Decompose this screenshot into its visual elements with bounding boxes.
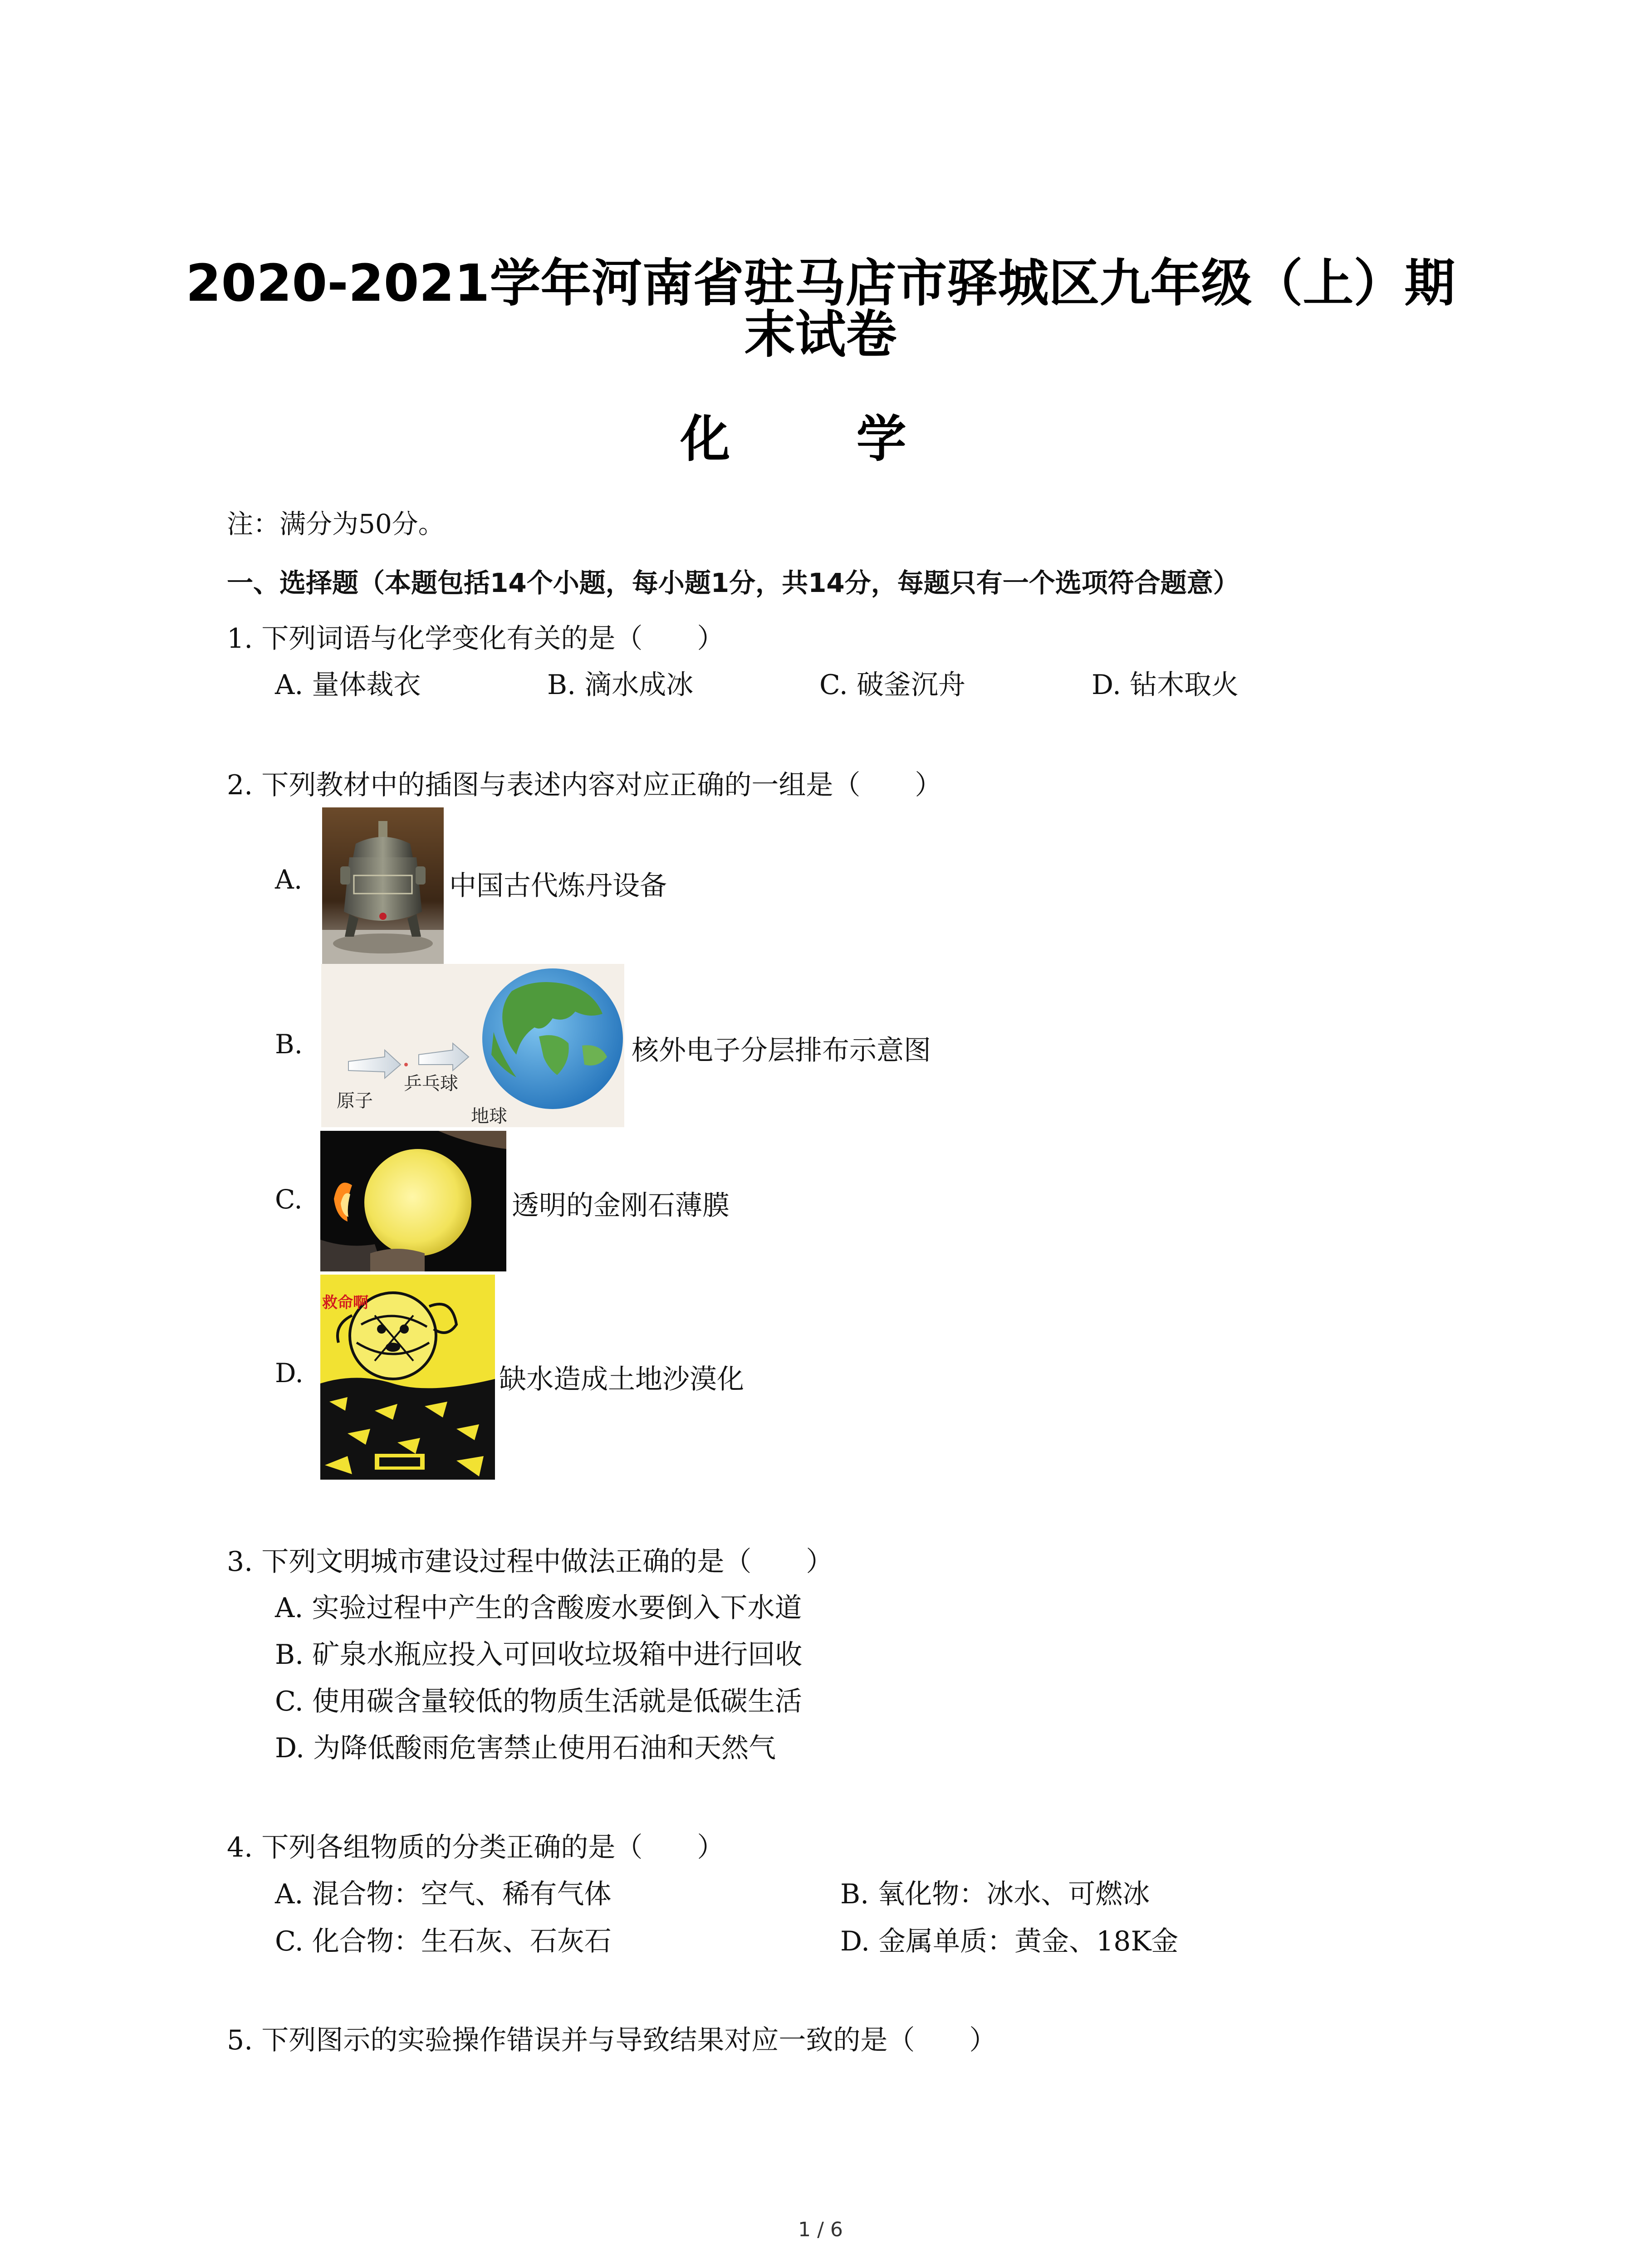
page-number: 1 / 6 bbox=[798, 2218, 843, 2241]
atom-label: 原子 bbox=[337, 1090, 373, 1111]
atom-ball-earth-diagram bbox=[321, 964, 624, 1127]
exam-title-line1: 2020-2021学年河南省驻马店市驿城区九年级（上）期 bbox=[186, 254, 1455, 313]
desertification-cartoon bbox=[320, 1275, 495, 1480]
question-4-option-b: B. 氧化物：冰水、可燃冰 bbox=[840, 1878, 1150, 1910]
question-2-option-d-label: D. bbox=[275, 1358, 304, 1388]
question-2-option-d-text: 缺水造成土地沙漠化 bbox=[499, 1364, 744, 1395]
question-4-option-a: A. 混合物：空气、稀有气体 bbox=[275, 1878, 612, 1910]
alchemy-furnace-image bbox=[322, 807, 444, 964]
help-caption: 救命啊 bbox=[322, 1294, 368, 1312]
question-2-option-a-text: 中国古代炼丹设备 bbox=[449, 870, 667, 902]
question-2-option-b-label: B. bbox=[275, 1029, 303, 1060]
question-2-option-c-text: 透明的金刚石薄膜 bbox=[512, 1190, 730, 1222]
diamond-film-image bbox=[320, 1131, 506, 1271]
question-3-option-b: B. 矿泉水瓶应投入可回收垃圾箱中进行回收 bbox=[275, 1639, 803, 1671]
score-note: 注：满分为50分。 bbox=[227, 508, 445, 539]
question-1-option-b: B. 滴水成冰 bbox=[547, 669, 694, 701]
question-2-option-b-text: 核外电子分层排布示意图 bbox=[632, 1035, 931, 1066]
earth-label: 地球 bbox=[471, 1106, 507, 1127]
question-2-option-a-label: A. bbox=[275, 864, 303, 895]
question-3-option-a: A. 实验过程中产生的含酸废水要倒入下水道 bbox=[275, 1592, 802, 1624]
question-1-option-a: A. 量体裁衣 bbox=[275, 669, 421, 701]
question-4-stem: 4. 下列各组物质的分类正确的是（ ） bbox=[227, 1832, 725, 1863]
question-3-option-c: C. 使用碳含量较低的物质生活就是低碳生活 bbox=[275, 1686, 802, 1717]
question-1-stem: 1. 下列词语与化学变化有关的是（ ） bbox=[227, 623, 725, 655]
question-4-option-d: D. 金属单质：黄金、18K金 bbox=[840, 1926, 1179, 1957]
question-3-stem: 3. 下列文明城市建设过程中做法正确的是（ ） bbox=[227, 1546, 833, 1578]
question-1-option-c: C. 破釜沉舟 bbox=[819, 669, 965, 701]
ping-pong-label: 乒乓球 bbox=[404, 1073, 458, 1094]
question-2-option-c-label: C. bbox=[275, 1184, 303, 1215]
subject-heading: 化 学 bbox=[680, 410, 961, 468]
question-2-stem: 2. 下列教材中的插图与表述内容对应正确的一组是（ ） bbox=[227, 769, 942, 801]
section-heading: 一、选择题（本题包括14个小题，每小题1分，共14分，每题只有一个选项符合题意） bbox=[227, 567, 1239, 598]
question-1-option-d: D. 钻木取火 bbox=[1092, 669, 1239, 701]
question-4-option-c: C. 化合物：生石灰、石灰石 bbox=[275, 1926, 612, 1957]
question-3-option-d: D. 为降低酸雨危害禁止使用石油和天然气 bbox=[275, 1732, 776, 1764]
exam-title-line2: 末试卷 bbox=[744, 305, 897, 364]
question-5-stem: 5. 下列图示的实验操作错误并与导致结果对应一致的是（ ） bbox=[227, 2024, 997, 2056]
